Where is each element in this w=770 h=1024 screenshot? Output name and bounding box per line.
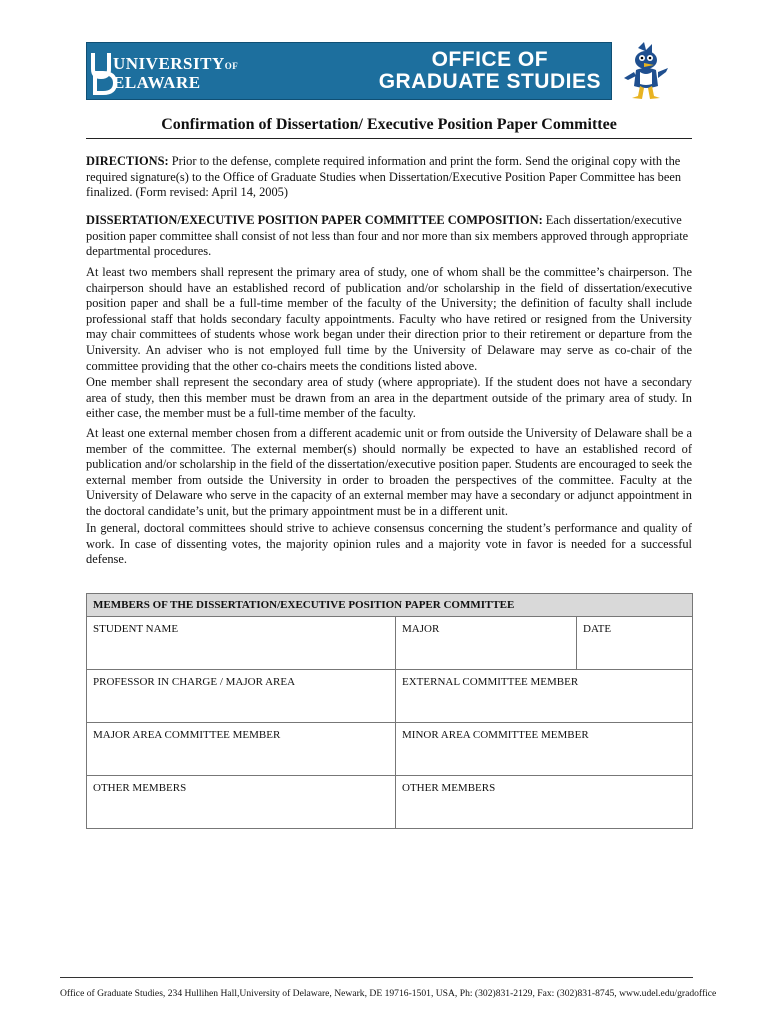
paragraph-consensus: In general, doctoral committees should strive to achieve consensus concerning the student’s performance and quality of work. In case of dissenting votes, the majority opinion rules and a majority vote in favor is needed for a successful defense. [86,521,692,567]
other-members-field-left[interactable]: OTHER MEMBERS [87,776,396,829]
paragraph-external-member: At least one external member chosen from a different academic unit or from outside the University of Delaware shall be a member of the committee. The external member(s) should normally be expected to have an established record of publication and/or scholarship in the field of the dissertation/executive position paper. Students are encouraged to seek the external member from outside the University in order to broaden the perspectives of the committee. Faculty at the University of Delaware who serve in the capacity of an external member may have a secondary or adjunct appointment in the doctoral candidate’s unit, but the primary appointment must be in a different unit. [86,426,692,518]
professor-in-charge-field[interactable]: PROFESSOR IN CHARGE / MAJOR AREA [87,670,396,723]
directions-text: Prior to the defense, complete required information and print the form. Send the original copy with the required signature(s) to the Office of Graduate Studies when Dissertation/Executive Position Paper Committee has been finalized. (Form revised: April 14, 2005) [86,154,682,200]
logo-delaware-text: ELAWARE [113,73,201,92]
paragraph-chairperson: At least two members shall represent the primary area of study, one of whom shall be the committee’s chairperson. The chairperson should have an established record of publication and/or scholarship in the field of dissertation/executive position paper and shall be a full-time member of the faculty of the University; the definition of faculty shall include professional staff that holds secondary faculty appointments. Faculty who have retired or resigned from the University may chair committees of students whose work began under their direction prior to their retirement or departure from the University. An adviser who is not employed full time by the University of Delaware may serve as co-chair of the committee providing that the other co-chairs meets the conditions listed above. [86,265,692,373]
footer-divider [60,977,693,978]
directions-paragraph [86,154,692,201]
logo-university-text: UNIVERSITYOF [113,54,239,73]
external-member-field[interactable]: EXTERNAL COMMITTEE MEMBER [396,670,693,723]
date-field[interactable]: DATE [577,617,693,670]
other-members-field-right[interactable]: OTHER MEMBERS [396,776,693,829]
office-title [379,49,601,93]
major-field[interactable]: MAJOR [396,617,577,670]
office-title-line2: GRADUATE STUDIES [378,70,601,93]
student-name-field[interactable]: STUDENT NAME [87,617,396,670]
office-title-line1: OFFICE OF [431,48,549,71]
composition-section [86,213,692,260]
title-divider [86,138,692,139]
page-title: Confirmation of Dissertation/ Executive Position Paper Committee [161,116,617,133]
university-logo [89,47,239,97]
blue-hen-mascot-icon [620,42,672,102]
composition-paragraph [86,213,692,260]
directions-label: DIRECTIONS: [86,154,169,168]
composition-label: DISSERTATION/EXECUTIVE POSITION PAPER COMMITTEE COMPOSITION: [86,213,543,227]
footer-address: Office of Graduate Studies, 234 Hullihen Hall,University of Delaware, Newark, DE 19716-1501, USA, Ph: (302)831-2129, Fax: (302)831-8745, www.udel.edu/gradoffice [60,988,717,999]
minor-area-member-field[interactable]: MINOR AREA COMMITTEE MEMBER [396,723,693,776]
major-area-member-field[interactable]: MAJOR AREA COMMITTEE MEMBER [87,723,396,776]
header-banner [86,42,612,100]
directions-section [86,154,692,201]
paragraph-secondary-area: One member shall represent the secondary area of study (where appropriate). If the student does not have a secondary area of study, then this member must be drawn from an area in the department outside of the primary area of study. In either case, the member must be a full-time member of the faculty. [86,375,692,421]
composition-text: Each dissertation/executive position paper committee shall consist of not less than four and nor more than six members approved through appropriate departmental procedures. [86,213,689,259]
committee-table [86,593,693,829]
committee-table-header: MEMBERS OF THE DISSERTATION/EXECUTIVE POSITION PAPER COMMITTEE [87,594,693,617]
